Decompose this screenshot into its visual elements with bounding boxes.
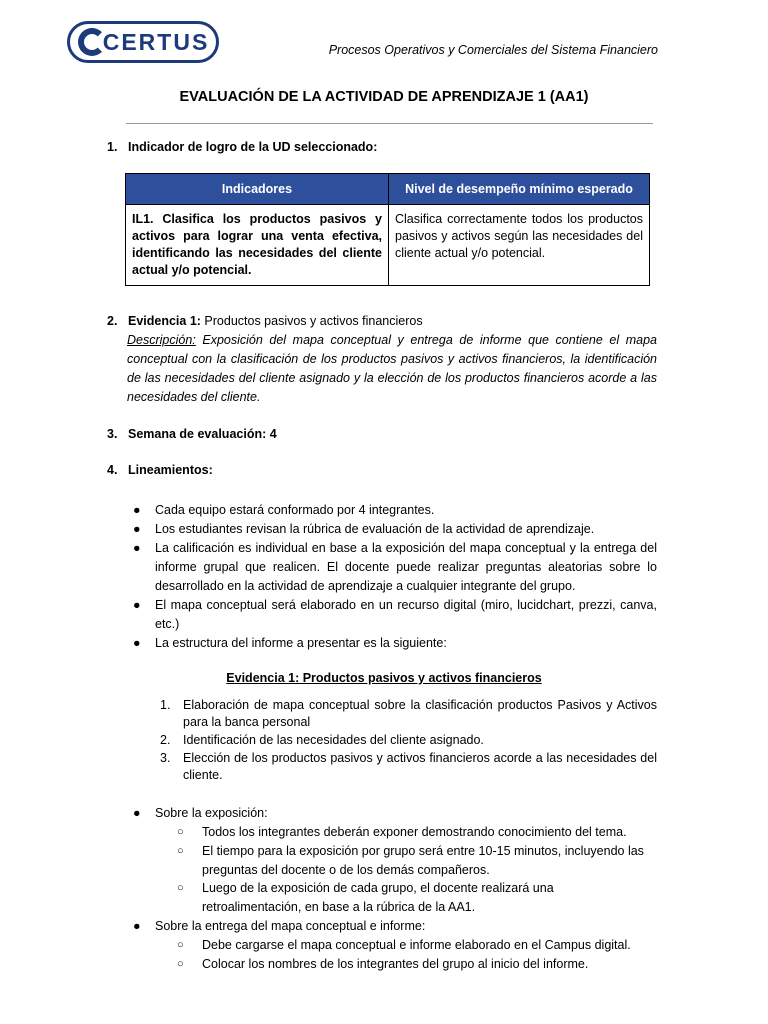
circle-bullet-icon: ○: [177, 845, 184, 857]
section-1-heading: 1. Indicador de logro de la UD seleccionado:: [107, 140, 378, 154]
section-2-heading: 2. Evidencia 1: Productos pasivos y activos financieros: [107, 314, 423, 328]
section-2-description: Descripción: Exposición del mapa conceptual y entrega de informe que contiene el mapa conceptual con la clasificación de los productos pasivos y activos financieros, la identificación de las necesidades del cliente asignado y la elección de los productos financieros acorde a las necesidades del cliente.: [127, 333, 657, 404]
table-cell-indicator: IL1. Clasifica los productos pasivos y activos para lograr una venta efectiva, identificando las necesidades del cliente actual y/o potencial.: [126, 205, 389, 286]
certus-logo: [67, 21, 219, 63]
list-item: ○ Colocar los nombres de los integrantes del grupo al inicio del informe.: [177, 955, 647, 974]
bullet-icon: ●: [133, 598, 141, 612]
logo-text: CERTUS: [102, 28, 210, 55]
evidence-heading: Evidencia 1: Productos pasivos y activos financieros: [226, 671, 542, 685]
section-3-heading: 3. Semana de evaluación: 4: [107, 427, 277, 441]
logo-mark-icon: [78, 28, 106, 56]
list-item: ● El mapa conceptual será elaborado en un recurso digital (miro, lucidchart, prezzi, canva, etc.): [133, 598, 657, 631]
table-cell-level: Clasifica correctamente todos los productos pasivos y activos según las necesidades del cliente actual y/o potencial.: [389, 205, 650, 286]
header-subtitle: Procesos Operativos y Comerciales del Sistema Financiero: [328, 43, 658, 57]
list-item: ● Los estudiantes revisan la rúbrica de evaluación de la actividad de aprendizaje.: [133, 520, 657, 539]
list-item: ● Sobre la entrega del mapa conceptual e informe:: [133, 917, 657, 936]
title-divider: [126, 123, 653, 124]
list-item: ○ Luego de la exposición de cada grupo, el docente realizará una retroalimentación, en base a la rúbrica de la AA1.: [177, 881, 554, 914]
list-item: ○ El tiempo para la exposición por grupo será entre 10-15 minutos, incluyendo las preguntas del docente o de los demás compañeros.: [177, 844, 644, 877]
indicators-table: [125, 173, 650, 286]
bullet-icon: ●: [133, 503, 141, 517]
circle-bullet-icon: ○: [177, 826, 184, 838]
bullet-icon: ●: [133, 522, 141, 536]
bullet-icon: ●: [133, 919, 141, 933]
section-4-heading: 4. Lineamientos:: [107, 463, 213, 477]
list-item: ● La calificación es individual en base a la exposición del mapa conceptual y la entrega del informe grupal que realicen. El docente puede realizar preguntas aleatorias sobre lo desarrollado en la actividad de aprendizaje a cualquier integrante del grupo.: [133, 541, 657, 593]
table-header-indicators: Indicadores: [126, 174, 389, 205]
list-item: ● Cada equipo estará conformado por 4 integrantes.: [133, 501, 657, 520]
list-item: 1. Elaboración de mapa conceptual sobre la clasificación productos Pasivos y Activos para la banca personal: [160, 698, 657, 729]
table-header-level: Nivel de desempeño mínimo esperado: [389, 174, 650, 205]
circle-bullet-icon: ○: [177, 882, 184, 894]
list-item: ● Sobre la exposición:: [133, 804, 657, 823]
list-item: ○ Debe cargarse el mapa conceptual e informe elaborado en el Campus digital.: [177, 936, 647, 955]
document-title: EVALUACIÓN DE LA ACTIVIDAD DE APRENDIZAJE 1 (AA1): [179, 89, 589, 105]
circle-bullet-icon: ○: [177, 958, 184, 970]
bullet-icon: ●: [133, 806, 141, 820]
list-item: ● La estructura del informe a presentar es la siguiente:: [133, 634, 657, 653]
bullet-icon: ●: [133, 636, 141, 650]
circle-bullet-icon: ○: [177, 939, 184, 951]
list-item: 2. Identificación de las necesidades del cliente asignado.: [160, 733, 484, 747]
list-item: ○ Todos los integrantes deberán exponer demostrando conocimiento del tema.: [177, 823, 647, 842]
bullet-icon: ●: [133, 541, 141, 555]
list-item: 3. Elección de los productos pasivos y activos financieros acorde a las necesidades del cliente.: [160, 751, 657, 782]
